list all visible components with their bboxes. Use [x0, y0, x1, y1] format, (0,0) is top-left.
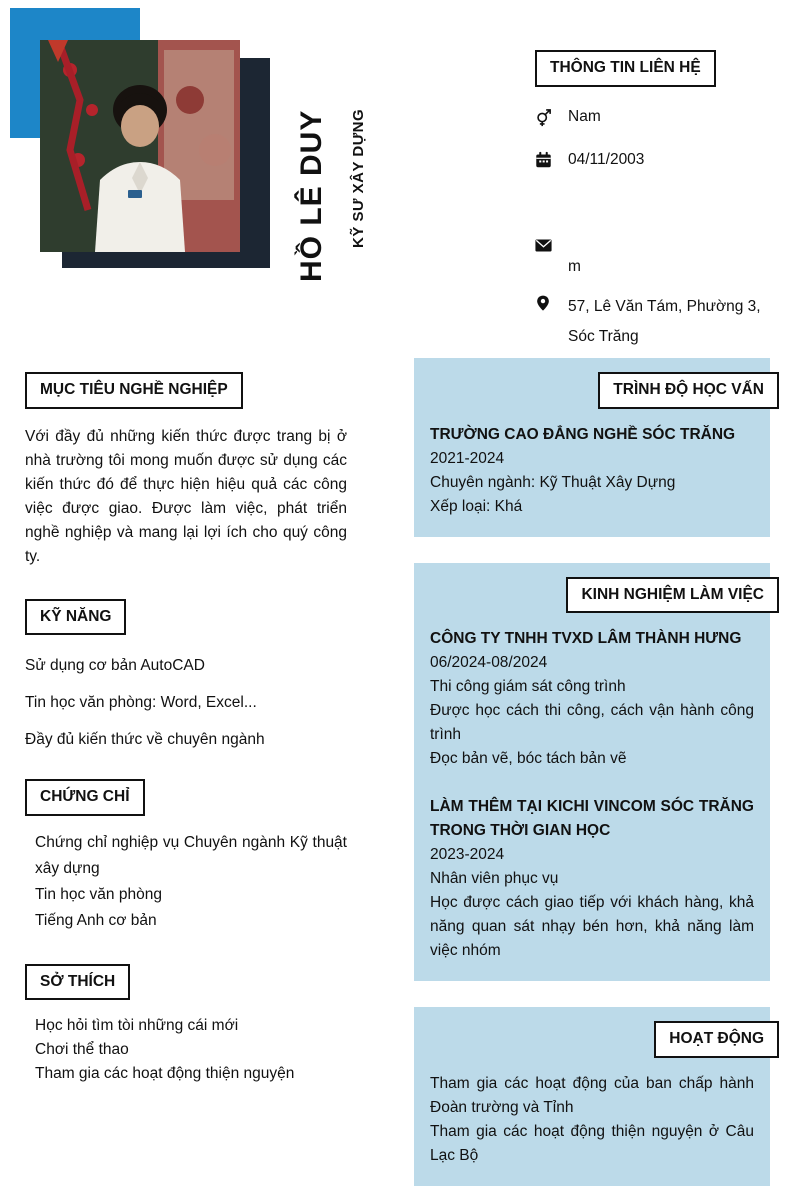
experience-panel: [414, 563, 770, 982]
activities-heading-wrap: [430, 1007, 779, 1058]
calendar-icon: [535, 150, 555, 176]
gender-row: [535, 107, 785, 135]
experience-job: [430, 627, 754, 771]
education-major: Chuyên ngành: Kỹ Thuật Xây Dựng: [430, 473, 676, 491]
skill-item: Sử dụng cơ bản AutoCAD: [25, 657, 205, 675]
dob-value: 04/11/2003: [568, 150, 645, 168]
hobbies-heading: SỞ THÍCH: [25, 964, 130, 1001]
profile-photo-illustration: [40, 40, 240, 252]
gender-icon: [535, 107, 555, 135]
contact-section: [535, 50, 785, 352]
hobby-item: Chơi thể thao: [35, 1041, 129, 1059]
email-value: m: [568, 258, 581, 276]
job-detail: Học được cách giao tiếp với khách hàng, khả năng quan sát nhạy bén hơn, khả năng làm việc nhóm: [430, 894, 754, 960]
job-detail: Thi công giám sát công trình: [430, 678, 626, 696]
skill-item: Tin học văn phòng: Word, Excel...: [25, 694, 257, 712]
email-row: [535, 237, 785, 278]
objective-section: [25, 372, 347, 569]
hobby-item: Tham gia các hoạt động thiện nguyện: [35, 1065, 295, 1083]
certificates-section: [25, 779, 347, 934]
profile-photo: [40, 40, 240, 252]
skill-item: Đầy đủ kiến thức về chuyên ngành: [25, 731, 265, 749]
address-line1: 57, Lê Văn Tám, Phường 3,: [568, 298, 761, 316]
skills-section: [25, 599, 347, 750]
education-panel: [414, 358, 770, 537]
certificates-heading: CHỨNG CHỈ: [25, 779, 145, 816]
activity-item: Tham gia các hoạt động thiện nguyện ở Câu Lạc Bộ: [430, 1122, 754, 1164]
gender-value: Nam: [568, 107, 601, 125]
objective-heading: MỤC TIÊU NGHỀ NGHIỆP: [25, 372, 243, 409]
candidate-job-title: KỸ SƯ XÂY DỰNG: [350, 108, 367, 248]
activity-item: Tham gia các hoạt động của ban chấp hành Đoàn trường và Tỉnh: [430, 1074, 754, 1116]
objective-text: Với đầy đủ những kiến thức được trang bị ở nhà trường tôi mong muốn được sử dụng các kiến thức đó để thực hiện hiệu quả các công việc được giao. Được làm việc, phát triển nghề nghiệp và mang lại lợi ích cho quý công ty.: [25, 427, 347, 565]
education-heading: TRÌNH ĐỘ HỌC VẤN: [598, 372, 779, 409]
job-company: LÀM THÊM TẠI KICHI VINCOM SÓC TRĂNG TRONG THỜI GIAN HỌC: [430, 798, 754, 840]
certificate-item: Chứng chỉ nghiệp vụ Chuyên ngành Kỹ thuật xây dựng: [35, 833, 347, 877]
experience-job: [430, 795, 754, 963]
education-heading-wrap: [430, 358, 779, 409]
hobby-item: Học hỏi tìm tòi những cái mới: [35, 1017, 239, 1035]
address-row: [535, 292, 785, 352]
certificate-item: Tin học văn phòng: [35, 885, 162, 903]
education-school: TRƯỜNG CAO ĐẲNG NGHỀ SÓC TRĂNG: [430, 425, 736, 443]
job-period: 06/2024-08/2024: [430, 654, 548, 672]
address-value: [568, 292, 761, 352]
experience-content: [430, 627, 756, 963]
hobbies-section: [25, 964, 347, 1087]
dob-row: [535, 150, 785, 176]
location-pin-icon: [535, 292, 555, 320]
job-company: CÔNG TY TNHH TVXD LÂM THÀNH HƯNG: [430, 630, 742, 648]
address-line2: Sóc Trăng: [568, 328, 639, 346]
activities-content: [430, 1072, 756, 1168]
candidate-name: HỒ LÊ DUY: [295, 109, 328, 282]
contact-heading: THÔNG TIN LIÊN HỆ: [535, 50, 716, 87]
activities-heading: HOẠT ĐỘNG: [654, 1021, 779, 1058]
envelope-icon: [535, 237, 555, 259]
education-content: [430, 423, 756, 519]
education-years: 2021-2024: [430, 449, 505, 467]
education-grade: Xếp loại: Khá: [430, 497, 523, 515]
activities-panel: [414, 1007, 770, 1186]
job-detail: Đọc bản vẽ, bóc tách bản vẽ: [430, 750, 627, 768]
skills-heading: KỸ NĂNG: [25, 599, 126, 636]
experience-heading: KINH NGHIỆM LÀM VIỆC: [566, 577, 779, 614]
hobbies-list: [35, 1014, 347, 1086]
experience-heading-wrap: [430, 563, 779, 614]
job-detail: Được học cách thi công, cách vận hành công trình: [430, 702, 754, 744]
job-detail: Nhân viên phục vụ: [430, 870, 559, 888]
certificates-list: [35, 830, 347, 934]
left-column: [25, 372, 347, 1086]
job-period: 2023-2024: [430, 846, 505, 864]
certificate-item: Tiếng Anh cơ bản: [35, 911, 157, 929]
right-column: [414, 358, 770, 1192]
